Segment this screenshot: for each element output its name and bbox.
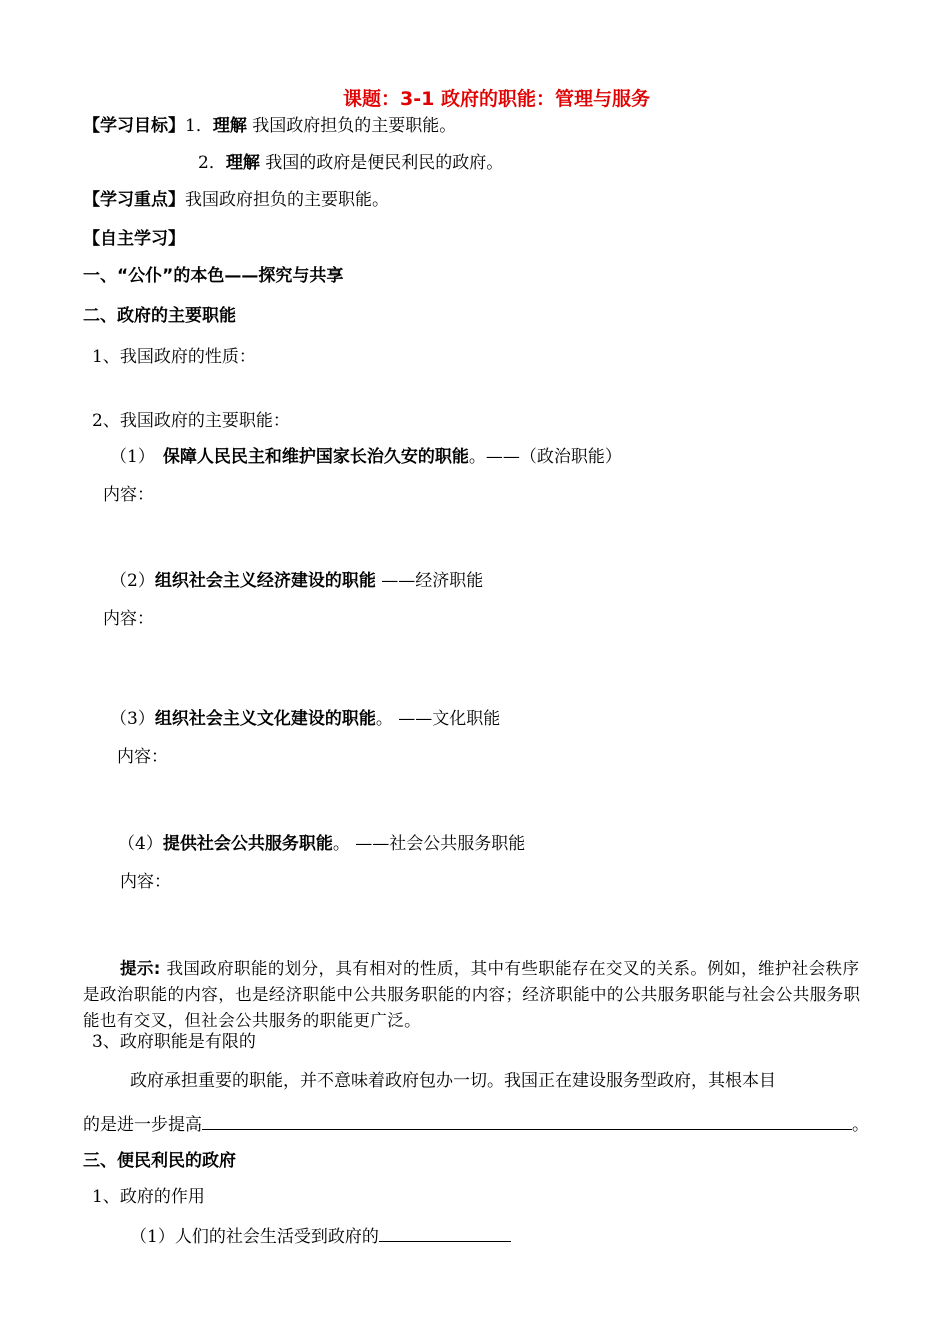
page-title: 课题：3-1 政府的职能：管理与服务 bbox=[343, 88, 650, 110]
function-4-title: 提供社会公共服务职能 bbox=[162, 834, 333, 854]
section-1-heading: 一、“公仆”的本色——探究与共享 bbox=[83, 266, 344, 286]
tip-paragraph bbox=[83, 956, 873, 1034]
function-4 bbox=[118, 833, 525, 855]
function-4-num: （4） bbox=[118, 834, 163, 854]
s2-question-3-fill-line bbox=[83, 1111, 869, 1136]
s3-question-1: 1、政府的作用 bbox=[92, 1187, 205, 1207]
function-3 bbox=[110, 708, 500, 730]
function-3-title: 组织社会主义文化建设的职能 bbox=[154, 709, 376, 729]
tip-label: 提示: bbox=[120, 959, 161, 978]
s2-question-2: 2、我国政府的主要职能： bbox=[92, 411, 290, 431]
objective-1 bbox=[83, 115, 456, 137]
function-1-content-label: 内容： bbox=[103, 485, 154, 505]
key-points-label: 【学习重点】 bbox=[83, 190, 185, 210]
key-points-text: 我国政府担负的主要职能。 bbox=[185, 190, 389, 210]
function-3-content-label: 内容： bbox=[117, 747, 168, 767]
function-2-suffix: ——经济职能 bbox=[375, 571, 484, 591]
function-2-title: 组织社会主义经济建设的职能 bbox=[154, 571, 376, 591]
section-2-heading: 二、政府的主要职能 bbox=[83, 306, 236, 326]
objective-2-text: 我国的政府是便民利民的政府。 bbox=[259, 153, 504, 173]
objective-2-key: 理解 bbox=[225, 153, 260, 173]
objective-1-text: 我国政府担负的主要职能。 bbox=[246, 116, 457, 136]
s3-item-1-text: （1）人们的社会生活受到政府的 bbox=[130, 1227, 379, 1247]
answer-blank[interactable] bbox=[202, 1111, 852, 1130]
function-2-content-label: 内容： bbox=[103, 609, 154, 629]
function-3-suffix: 。 ——文化职能 bbox=[375, 709, 501, 729]
function-2-num: （2） bbox=[110, 571, 155, 591]
tip-text: 我国政府职能的划分，具有相对的性质，其中有些职能存在交叉的关系。例如，维护社会秩序是政治职能的内容，也是经济职能中公共服务职能的内容；经济职能中的公共服务职能与社会公共服务职能也有交叉，但社会公共服务的职能更广泛。 bbox=[83, 959, 861, 1030]
function-4-content-label: 内容： bbox=[120, 872, 171, 892]
s2-question-3-fill-end: 。 bbox=[852, 1115, 869, 1135]
objective-1-num: 1． bbox=[185, 116, 213, 136]
function-1-num: （1） bbox=[110, 447, 155, 467]
objective-2 bbox=[198, 152, 503, 174]
s2-question-3-fill-prefix: 的是进一步提高 bbox=[83, 1115, 202, 1135]
s2-question-3: 3、政府职能是有限的 bbox=[92, 1032, 256, 1052]
s2-question-3-paragraph: 政府承担重要的职能，并不意味着政府包办一切。我国正在建设服务型政府，其根本目 bbox=[130, 1071, 776, 1091]
key-points bbox=[83, 189, 389, 211]
function-3-num: （3） bbox=[110, 709, 155, 729]
objective-2-num: 2． bbox=[198, 153, 226, 173]
function-1 bbox=[110, 446, 622, 468]
function-1-suffix: 。——（政治职能） bbox=[468, 447, 622, 467]
answer-blank[interactable] bbox=[379, 1223, 511, 1242]
function-1-title: 保障人民民主和维护国家长治久安的职能 bbox=[162, 447, 469, 467]
self-study-heading: 【自主学习】 bbox=[83, 229, 185, 249]
section-3-heading: 三、便民利民的政府 bbox=[83, 1151, 236, 1171]
function-4-suffix: 。 ——社会公共服务职能 bbox=[332, 834, 526, 854]
objectives-label: 【学习目标】 bbox=[83, 116, 185, 136]
function-2 bbox=[110, 570, 483, 592]
s3-question-1-item-1 bbox=[130, 1223, 511, 1248]
s2-question-1: 1、我国政府的性质： bbox=[92, 347, 256, 367]
objective-1-key: 理解 bbox=[212, 116, 247, 136]
